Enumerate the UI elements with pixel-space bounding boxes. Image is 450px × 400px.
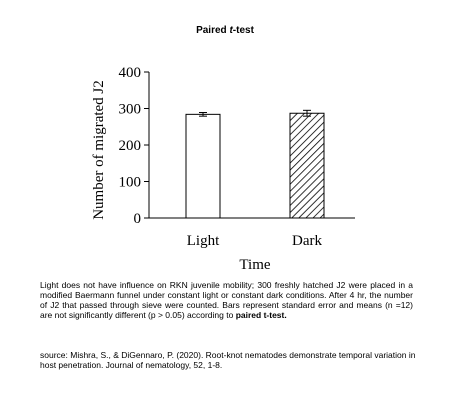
bar-light <box>186 114 220 218</box>
x-tick-label: Dark <box>292 233 322 249</box>
caption-bold: paired t-test. <box>235 310 287 320</box>
y-tick-label: 400 <box>118 65 141 81</box>
y-ticks <box>119 65 150 227</box>
bar-dark <box>290 113 324 218</box>
y-tick-label: 200 <box>118 138 141 154</box>
title-suffix: -test <box>232 25 254 36</box>
source-citation: source: Mishra, S., & DiGennaro, P. (2020). Root-knot nematodes demonstrate temporal variation in host penetration. Journal of nematology, 52, 1-8. <box>40 350 416 370</box>
y-tick-label: 300 <box>118 101 141 118</box>
y-tick-label: 0 <box>133 211 141 227</box>
title-italic-t: t <box>229 25 233 36</box>
y-axis-label: Number of migrated J2 <box>91 80 107 220</box>
figure-caption <box>40 280 413 320</box>
x-axis-label: Time <box>239 257 271 273</box>
bars <box>186 110 324 218</box>
title-prefix: Paired <box>196 25 230 36</box>
caption-text: Light does not have influence on RKN juvenile mobility; 300 freshly hatched J2 were placed in a modified Baermann funnel under constant light or constant dark conditions. After 4 hr, the number of J2 that passed through sieve were counted. Bars represent standard error and means (n =12) are not significantly different (p > 0.05) according to <box>40 280 413 320</box>
y-tick-label: 100 <box>118 174 141 191</box>
x-tick-labels <box>187 233 323 249</box>
x-tick-label: Light <box>186 233 220 249</box>
